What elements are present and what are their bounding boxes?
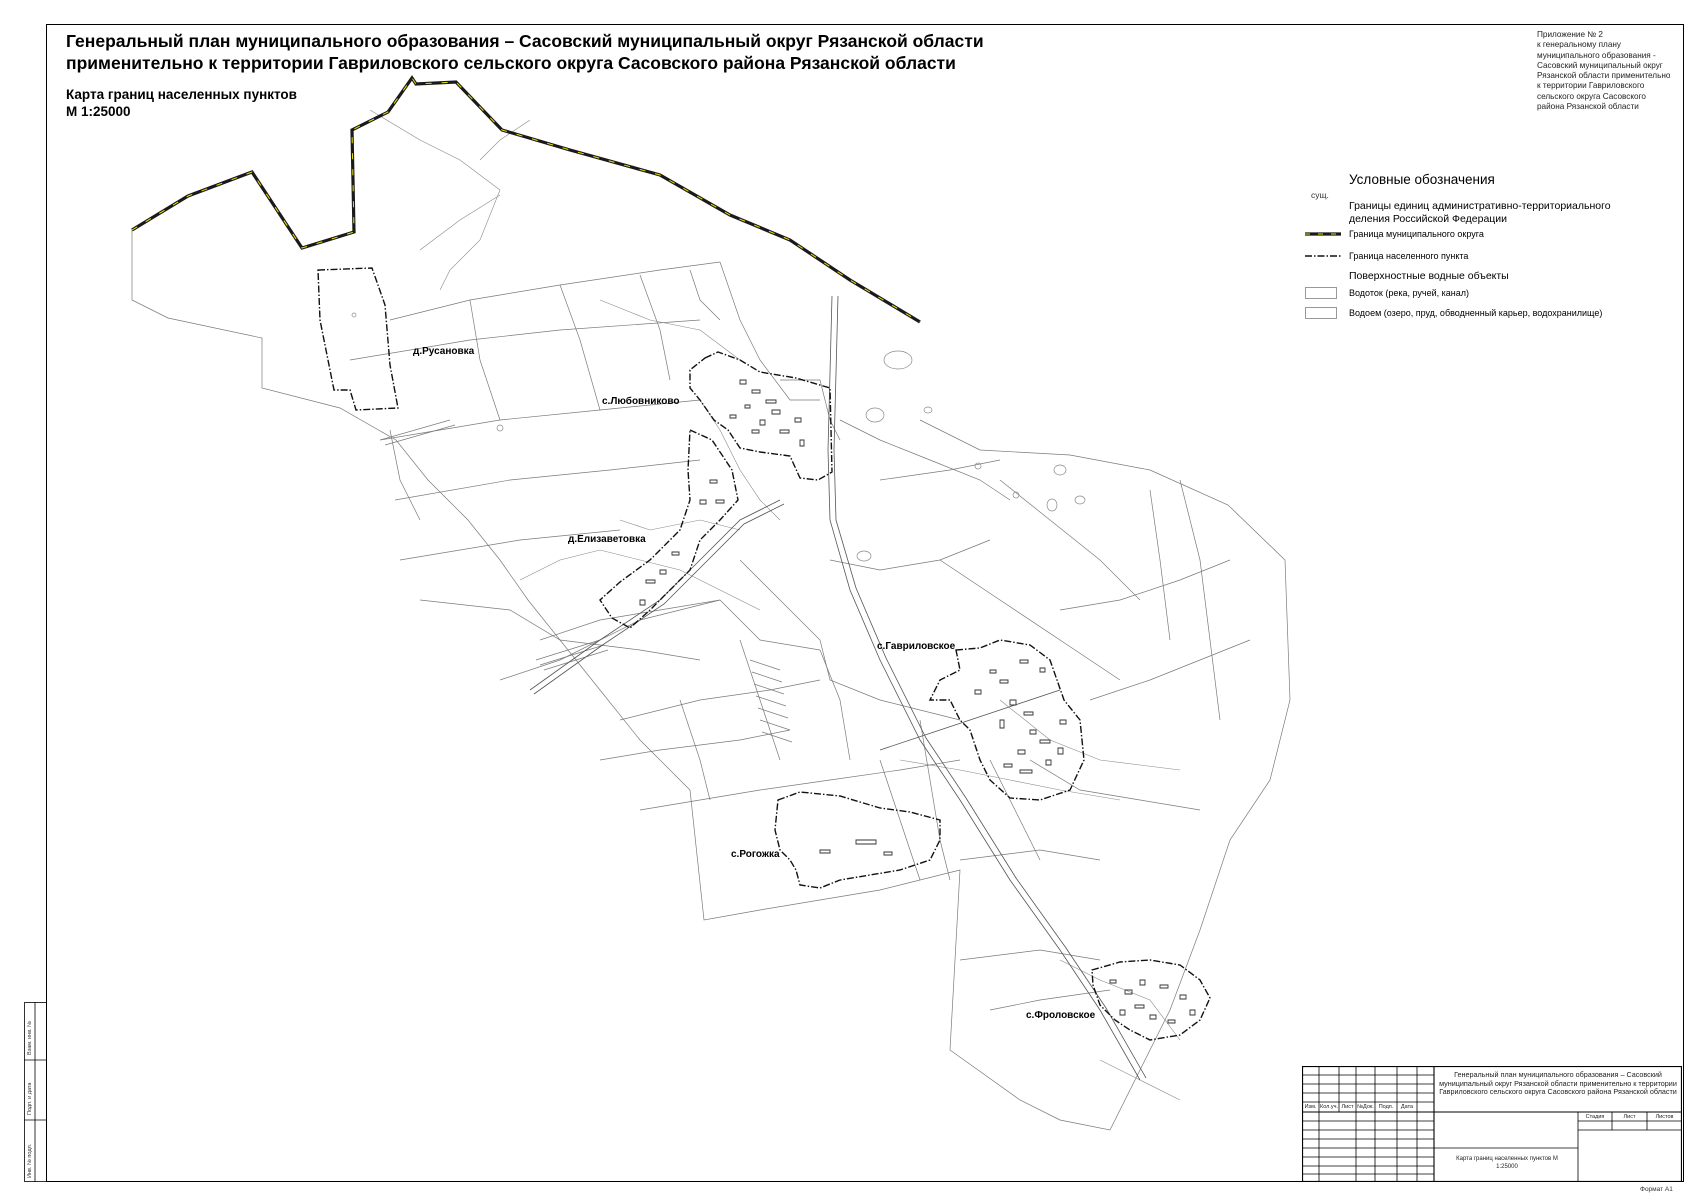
settlement-label: с.Рогожка <box>731 849 780 860</box>
boundary-rusanovka <box>318 268 398 410</box>
legend-item-stream: Водоток (река, ручей, канал) <box>1349 288 1469 298</box>
stamp-col-header: Дата <box>1400 1104 1414 1110</box>
legend-section-admin: Границы единиц административно-территориального деления Российской Федерации <box>1349 200 1611 225</box>
settlement-boundaries <box>318 268 1210 1040</box>
map-name: Карта границ населенных пунктов <box>66 87 297 102</box>
title-line-1: Генеральный план муниципального образования – Сасовский муниципальный округ Рязанской области <box>66 31 984 51</box>
map-scale: М 1:25000 <box>66 104 131 119</box>
building-clusters <box>640 380 1195 1023</box>
stamp-stage: Стадия <box>1585 1114 1605 1120</box>
settlement-label: с.Фроловское <box>1026 1010 1096 1021</box>
parcel-lines <box>132 230 1290 1130</box>
appendix-line: к территории Гавриловского <box>1537 81 1645 91</box>
stamp-drawing-name: Карта границ населенных пунктов М 1:25000 <box>1456 1156 1558 1170</box>
side-label-replace: Взам. инв. № <box>27 1020 33 1055</box>
road-lines <box>530 296 1146 1080</box>
stamp-col-header: Изм. <box>1304 1104 1317 1110</box>
boundary-elizavetovka <box>600 430 738 628</box>
reservoir-symbol <box>1305 307 1337 319</box>
legend-title: Условные обозначения <box>1349 172 1495 187</box>
appendix-line: Сасовский муниципальный округ <box>1537 60 1663 70</box>
stamp-col-header: Лист <box>1341 1104 1354 1110</box>
legend-item-reservoir: Водоем (озеро, пруд, обводненный карьер, водохранилище) <box>1349 308 1603 318</box>
legend-section-water: Поверхностные водные объекты <box>1349 270 1509 282</box>
appendix-line: сельского округа Сасовского <box>1537 91 1646 101</box>
appendix-note <box>1537 30 1672 112</box>
boundary-frolovskoe <box>1092 960 1210 1040</box>
appendix-line: района Рязанской области <box>1537 102 1639 112</box>
appendix-line: муниципального образования - <box>1537 50 1656 60</box>
stamp-col-header: Кол.уч. <box>1319 1104 1339 1110</box>
side-label-sign: Подп. и дата <box>27 1082 33 1115</box>
boundary-lyubovnikovo <box>690 352 832 480</box>
municipal-boundary-symbol <box>1305 230 1341 238</box>
stamp-col-header: Подп. <box>1378 1104 1394 1110</box>
legend-item-municipal: Граница муниципального округа <box>1349 229 1484 239</box>
stream-lines <box>370 110 1180 1100</box>
legend-sush: сущ. <box>1311 190 1329 200</box>
appendix-line: Рязанской области применительно <box>1537 71 1671 81</box>
stream-symbol <box>1305 287 1337 299</box>
settlement-label: д.Русановка <box>413 346 475 357</box>
legend-item-settlement: Граница населенного пункта <box>1349 251 1469 261</box>
stamp-col-header: №Док. <box>1357 1104 1374 1110</box>
title-line-2: применительно к территории Гавриловского сельского округа Сасовского района Рязанской области <box>66 53 956 73</box>
stamp-sheet: Лист <box>1623 1114 1636 1120</box>
settlement-label: с.Любовниково <box>602 396 680 407</box>
settlement-boundary-symbol <box>1305 253 1341 259</box>
map-subtitle <box>66 86 297 120</box>
appendix-line: Приложение № 2 <box>1537 30 1603 39</box>
settlement-label: с.Гавриловское <box>877 641 956 652</box>
appendix-line: к генеральному плану <box>1537 40 1621 50</box>
map-title <box>66 30 984 74</box>
stamp-sheets: Листов <box>1655 1114 1674 1120</box>
stamp-project-title: Генеральный план муниципального образования – Сасовский муниципальный округ Рязанской области применительно к территории Гавриловского сельского округа Сасовского района Рязанской области <box>1439 1070 1677 1097</box>
side-label-inventory: Инв. № подл. <box>27 1143 33 1178</box>
settlement-label: д.Елизаветовка <box>568 534 646 545</box>
title-block <box>1302 1066 1682 1182</box>
format-label: Формат А1 <box>1640 1186 1673 1193</box>
